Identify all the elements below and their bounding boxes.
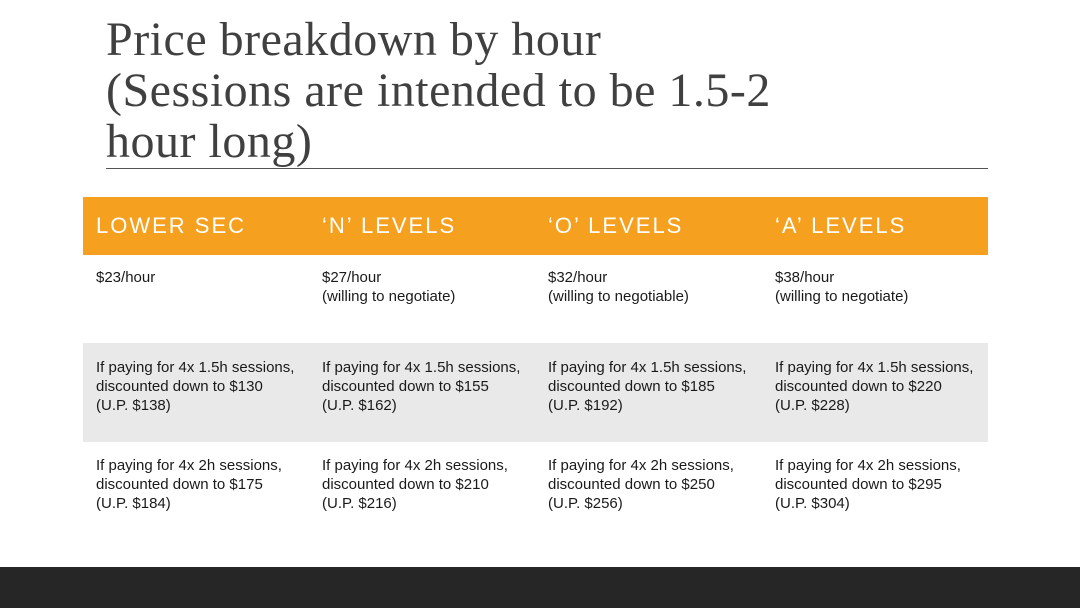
table-cell [309,268,535,343]
cell-line: (U.P. $256) [548,495,623,512]
cell-line: $38/hour [775,269,835,286]
slide-title: Price breakdown by hour (Sessions are intended to be 1.5-2 hour long) [106,13,771,168]
cell-line: discounted down to $295 [775,476,942,493]
title-divider [106,168,988,169]
table-row-1-5h-package [83,343,988,442]
table-header-row [83,197,988,255]
cell-line: discounted down to $210 [322,476,489,493]
cell-line: If paying for 4x 2h sessions, [548,457,734,474]
table-cell [535,456,762,530]
cell-line: If paying for 4x 1.5h sessions, [322,359,521,376]
cell-line: If paying for 4x 2h sessions, [96,457,282,474]
table-cell [535,358,762,442]
header-o-levels: ‘O’ LEVELS [548,213,684,238]
table-row-2h-package [83,442,988,530]
cell-line: (willing to negotiable) [548,288,689,305]
cell-line: If paying for 4x 2h sessions, [322,457,508,474]
cell-line: (willing to negotiate) [775,288,909,305]
cell-line: discounted down to $130 [96,378,263,395]
table-cell [83,358,309,442]
header-a-levels: ‘A’ LEVELS [775,213,907,238]
cell-line: If paying for 4x 1.5h sessions, [775,359,974,376]
header-n-levels: ‘N’ LEVELS [322,213,457,238]
cell-line: (U.P. $228) [775,397,850,414]
table-cell [762,456,988,530]
cell-line: discounted down to $175 [96,476,263,493]
cell-line: $27/hour [322,269,382,286]
table-cell [535,268,762,343]
cell-line: If paying for 4x 1.5h sessions, [548,359,747,376]
cell-line: (U.P. $138) [96,397,171,414]
cell-line: (U.P. $184) [96,495,171,512]
cell-line: discounted down to $155 [322,378,489,395]
header-lower-sec: LOWER SEC [96,213,247,238]
cell-line: discounted down to $220 [775,378,942,395]
cell-line: $32/hour [548,269,608,286]
cell-line: (willing to negotiate) [322,288,456,305]
table-cell [83,268,309,343]
table-cell [83,456,309,530]
cell-line: discounted down to $185 [548,378,715,395]
cell-line: (U.P. $216) [322,495,397,512]
cell-line: If paying for 4x 1.5h sessions, [96,359,295,376]
cell-line: $23/hour [96,269,156,286]
table-cell [762,268,988,343]
table-cell [309,358,535,442]
cell-line: discounted down to $250 [548,476,715,493]
cell-line: (U.P. $304) [775,495,850,512]
table-cell [762,358,988,442]
table-row-hourly-rate [83,255,988,343]
footer-bar [0,567,1080,608]
cell-line: (U.P. $192) [548,397,623,414]
cell-line: If paying for 4x 2h sessions, [775,457,961,474]
table-cell [309,456,535,530]
price-table [83,197,988,530]
cell-line: (U.P. $162) [322,397,397,414]
